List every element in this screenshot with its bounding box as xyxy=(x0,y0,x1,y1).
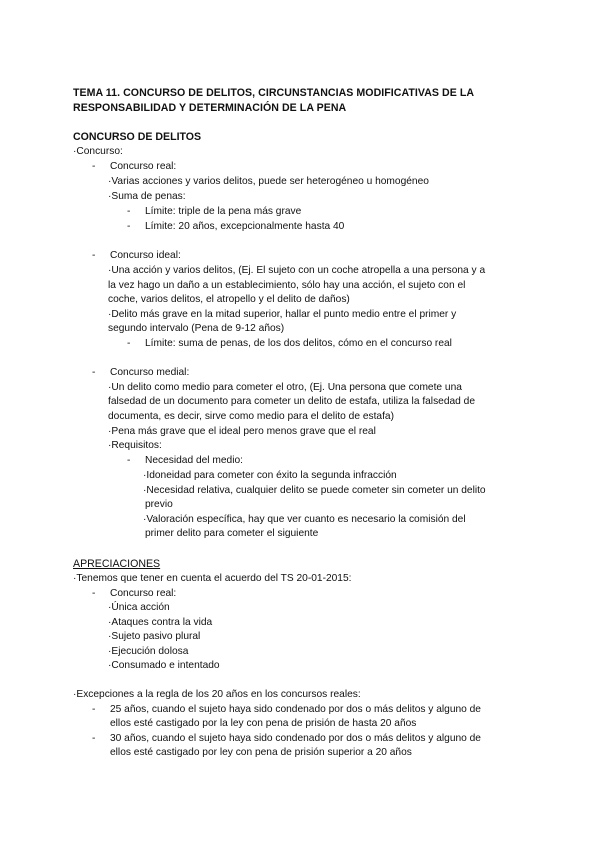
bullet-dash: - xyxy=(127,455,131,466)
sub-item: Límite: triple de la pena más grave xyxy=(145,206,302,217)
item-concurso-medial: Concurso medial: xyxy=(110,367,190,378)
text-line: ·Varias acciones y varios delitos, puede ser heterogéneo u homogéneo xyxy=(108,176,429,187)
label-concurso: ·Concurso: xyxy=(73,146,123,157)
list-item: ellos esté castigado por la ley con pena de prisión de hasta 20 años xyxy=(110,718,417,729)
sub-item: Límite: suma de penas, de los dos delitos, cómo en el concurso real xyxy=(145,338,452,349)
text-line: ·Valoración específica, hay que ver cuanto es necesario la comisión del xyxy=(143,514,466,525)
text-line: ·Necesidad relativa, cualquier delito se puede cometer sin cometer un delito xyxy=(143,485,486,496)
list-item: ·Ejecución dolosa xyxy=(108,646,189,657)
text-line: coche, varios delitos, el atropello y el delito de daños) xyxy=(108,294,350,305)
item-concurso-real-2: Concurso real: xyxy=(110,588,177,599)
text-line: ·Excepciones a la regla de los 20 años en los concursos reales: xyxy=(73,689,361,700)
section-heading-concurso: CONCURSO DE DELITOS xyxy=(73,131,202,143)
list-item: 25 años, cuando el sujeto haya sido condenado por dos o más delitos y alguno de xyxy=(110,704,481,715)
sub-item: Necesidad del medio: xyxy=(145,455,243,466)
text-line: documenta, es decir, sirve como medio para el delito de estafa) xyxy=(108,411,394,422)
bullet-dash: - xyxy=(92,704,96,715)
sub-item: Límite: 20 años, excepcionalmente hasta 40 xyxy=(145,221,345,232)
text-line: la vez hago un daño a un establecimiento, sólo hay una acción, el sujeto con el xyxy=(108,280,466,291)
list-item: ·Sujeto pasivo plural xyxy=(108,631,201,642)
text-line: segundo intervalo (Pena de 9-12 años) xyxy=(108,323,285,334)
item-concurso-real: Concurso real: xyxy=(110,161,177,172)
page-title: TEMA 11. CONCURSO DE DELITOS, CIRCUNSTANCIAS MODIFICATIVAS DE LA RESPONSABILIDAD Y DETERMINACIÓN DE LA PENA xyxy=(73,87,474,114)
bullet-dash: - xyxy=(92,250,96,261)
bullet-dash: - xyxy=(92,733,96,744)
list-item: ·Ataques contra la vida xyxy=(108,617,213,628)
item-concurso-ideal: Concurso ideal: xyxy=(110,250,181,261)
text-line: ·Tenemos que tener en cuenta el acuerdo del TS 20-01-2015: xyxy=(73,573,352,584)
bullet-dash: - xyxy=(127,221,131,232)
text-line: ·Un delito como medio para cometer el otro, (Ej. Una persona que comete una xyxy=(108,382,462,393)
bullet-dash: - xyxy=(92,161,96,172)
bullet-dash: - xyxy=(127,338,131,349)
list-item: ellos esté castigado por ley con pena de prisión superior a 20 años xyxy=(110,747,412,758)
bullet-dash: - xyxy=(92,588,96,599)
text-line: primer delito para cometer el siguiente xyxy=(145,528,319,539)
text-line: ·Idoneidad para cometer con éxito la segunda infracción xyxy=(143,470,397,481)
section-heading-apreciaciones: APRECIACIONES xyxy=(73,558,161,570)
text-line: ·Una acción y varios delitos, (Ej. El sujeto con un coche atropella a una persona y a xyxy=(108,265,486,276)
text-line: ·Delito más grave en la mitad superior, hallar el punto medio entre el primer y xyxy=(108,309,457,320)
text-line: ·Pena más grave que el ideal pero menos grave que el real xyxy=(108,426,376,437)
list-item: ·Consumado e intentado xyxy=(108,660,220,671)
list-item: 30 años, cuando el sujeto haya sido condenado por dos o más delitos y alguno de xyxy=(110,733,481,744)
bullet-dash: - xyxy=(127,206,131,217)
text-line: previo xyxy=(145,499,173,510)
text-line: ·Suma de penas: xyxy=(108,191,186,202)
text-line: falsedad de un documento para cometer un delito de estafa, utiliza la falsedad de xyxy=(108,396,475,407)
bullet-dash: - xyxy=(92,367,96,378)
text-line: ·Requisitos: xyxy=(108,440,162,451)
list-item: ·Única acción xyxy=(108,602,170,613)
